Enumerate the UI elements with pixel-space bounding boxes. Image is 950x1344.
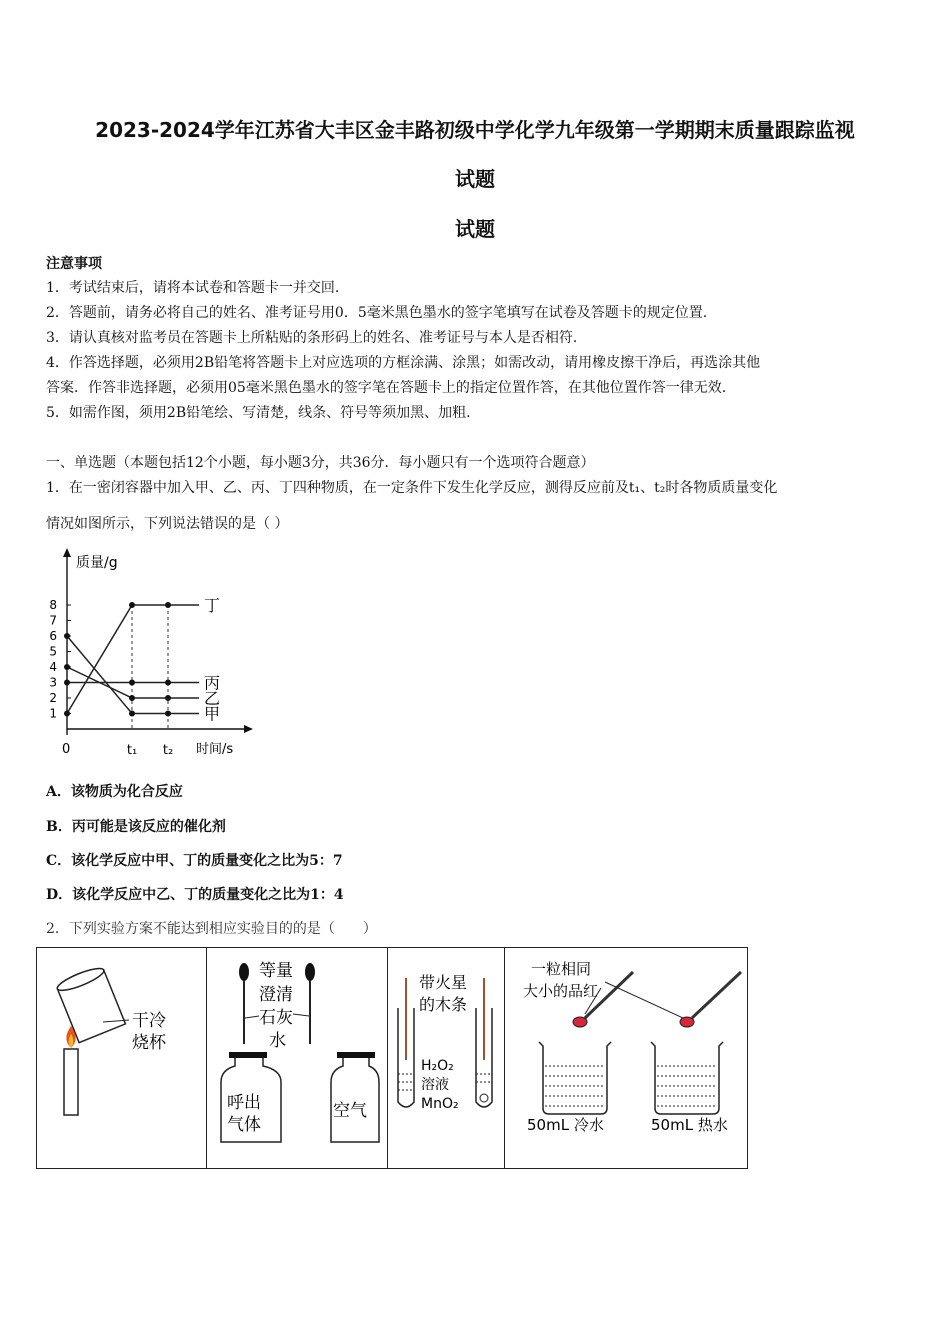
panel4-top-label: 一粒相同	[531, 960, 592, 978]
y-axis-label: 质量/g	[76, 555, 118, 571]
y-tick-label: 1	[49, 706, 57, 721]
notice-item: 2．答题前，请务必将自己的姓名、准考证号用0．5毫米黑色墨水的签字笔填写在试卷及答题卡的规定位置.	[46, 305, 708, 321]
question-2-stem: 2．下列实验方案不能达到相应实验目的的是（ ）	[46, 921, 377, 937]
data-point-丁	[165, 602, 171, 608]
pointer-line	[605, 982, 683, 1018]
test-tube-icon	[476, 978, 492, 1107]
page-title-continued: 试题	[455, 167, 495, 191]
bottle2-label: 空气	[333, 1101, 367, 1121]
pointer-line	[245, 1016, 259, 1018]
data-point-乙	[64, 664, 70, 670]
series-label-乙: 乙	[204, 689, 221, 708]
pointer-line	[293, 1014, 309, 1016]
panel-dye-diffusion	[505, 948, 748, 1168]
dropper-icon	[305, 963, 315, 1044]
data-point-甲	[165, 711, 171, 717]
notice-item: 答案．作答非选择题，必须用05毫米黑色墨水的签字笔在答题卡上的指定位置作答，在其他位置作答一律无效.	[46, 380, 727, 396]
question-1-stem: 1．在一密闭容器中加入甲、乙、丙、丁四种物质，在一定条件下发生化学反应，测得反应前及t₁、t₂时各物质质量变化	[46, 480, 778, 496]
panel3-top-label: 的木条	[419, 995, 468, 1014]
x-axis-label: 时间/s	[196, 742, 234, 757]
question-1-stem-cont: 情况如图所示，下列说法错误的是（ ）	[46, 516, 289, 532]
data-point-乙	[129, 695, 135, 701]
panel2-top-label: 等量	[259, 961, 293, 981]
panel3-chem-label: 溶液	[421, 1077, 449, 1093]
inverted-beaker-icon	[55, 965, 125, 1043]
panel-cold-beaker	[37, 948, 206, 1168]
y-tick-label: 3	[49, 675, 57, 690]
notice-item: 1．考试结束后，请将本试卷和答题卡一并交回.	[46, 280, 340, 296]
y-tick-label: 6	[49, 629, 57, 643]
panel3-chem-label: MnO₂	[421, 1096, 459, 1112]
x-axis-arrow	[244, 725, 253, 733]
y-tick-label: 2	[49, 691, 57, 705]
data-point-丙	[64, 680, 70, 686]
beaker-icon	[539, 1042, 611, 1114]
panel1-label-line2: 烧杯	[132, 1033, 166, 1053]
data-point-丁	[64, 711, 70, 717]
series-label-丙: 丙	[204, 673, 221, 693]
test-tube-icon	[398, 978, 414, 1107]
data-point-丙	[129, 680, 135, 686]
spoon-icon	[680, 972, 741, 1027]
panel-h2o2	[388, 948, 504, 1168]
section-heading: 一、单选题（本题包括12个小题，每小题3分，共36分．每小题只有一个选项符合题意）	[46, 455, 595, 471]
notice-item: 3．请认真核对监考员在答题卡上所粘贴的条形码上的姓名、准考证号与本人是否相符.	[46, 330, 578, 346]
y-tick-label: 8	[49, 598, 57, 612]
series-line-甲	[67, 636, 199, 714]
x-tick-label-t1: t₁	[126, 743, 138, 758]
beaker1-label: 50mL 冷水	[527, 1116, 604, 1134]
candle-icon	[64, 1049, 78, 1115]
panel3-chem-label: H₂O₂	[421, 1058, 454, 1074]
option-c: C．该化学反应中甲、丁的质量变化之比为5：7	[46, 853, 343, 869]
page-title: 2023-2024学年江苏省大丰区金丰路初级中学化学九年级第一学期期末质量跟踪监视	[95, 118, 855, 142]
experiment-table	[36, 947, 748, 1169]
y-tick-label: 4	[49, 660, 57, 674]
data-point-乙	[165, 695, 171, 701]
panel2-top-label: 石灰	[259, 1008, 293, 1028]
panel4-top-label: 大小的品红	[523, 982, 599, 1000]
dropper-icon	[239, 963, 249, 1044]
origin-label: 0	[62, 742, 71, 757]
bottle-icon	[331, 1052, 379, 1142]
panel3-top-label: 带火星	[419, 973, 468, 992]
y-tick-label: 5	[49, 644, 57, 659]
x-tick-label-t2: t₂	[162, 743, 174, 758]
notice-item: 5．如需作图，须用2B铅笔绘、写清楚，线条、符号等须加黑、加粗.	[46, 405, 471, 421]
panel-limewater	[207, 948, 387, 1168]
page-subtitle: 试题	[455, 217, 495, 241]
y-tick-label: 7	[49, 613, 57, 628]
mass-time-chart	[46, 545, 266, 765]
data-point-甲	[64, 633, 70, 639]
bottle1-label: 呼出	[227, 1093, 261, 1113]
notice-heading: 注意事项	[46, 256, 102, 272]
beaker2-label: 50mL 热水	[651, 1116, 728, 1134]
option-d: D．该化学反应中乙、丁的质量变化之比为1：4	[46, 887, 344, 903]
panel2-top-label: 水	[269, 1031, 286, 1051]
data-point-丁	[129, 602, 135, 608]
panel1-label-line1: 干冷	[132, 1011, 166, 1031]
bottle1-label: 气体	[227, 1115, 261, 1135]
data-point-丙	[165, 680, 171, 686]
notice-item: 4．作答选择题，必须用2B铅笔将答题卡上对应选项的方框涂满、涂黑；如需改动，请用橡皮擦干净后，再选涂其他	[46, 355, 761, 371]
option-b: B．丙可能是该反应的催化剂	[46, 819, 226, 835]
series-label-甲: 甲	[204, 704, 221, 724]
option-a: A．该物质为化合反应	[46, 784, 183, 800]
panel2-top-label: 澄清	[259, 985, 293, 1005]
series-label-丁: 丁	[204, 596, 221, 615]
beaker-icon	[651, 1042, 723, 1114]
y-axis-arrow	[63, 548, 71, 557]
data-point-甲	[129, 711, 135, 717]
